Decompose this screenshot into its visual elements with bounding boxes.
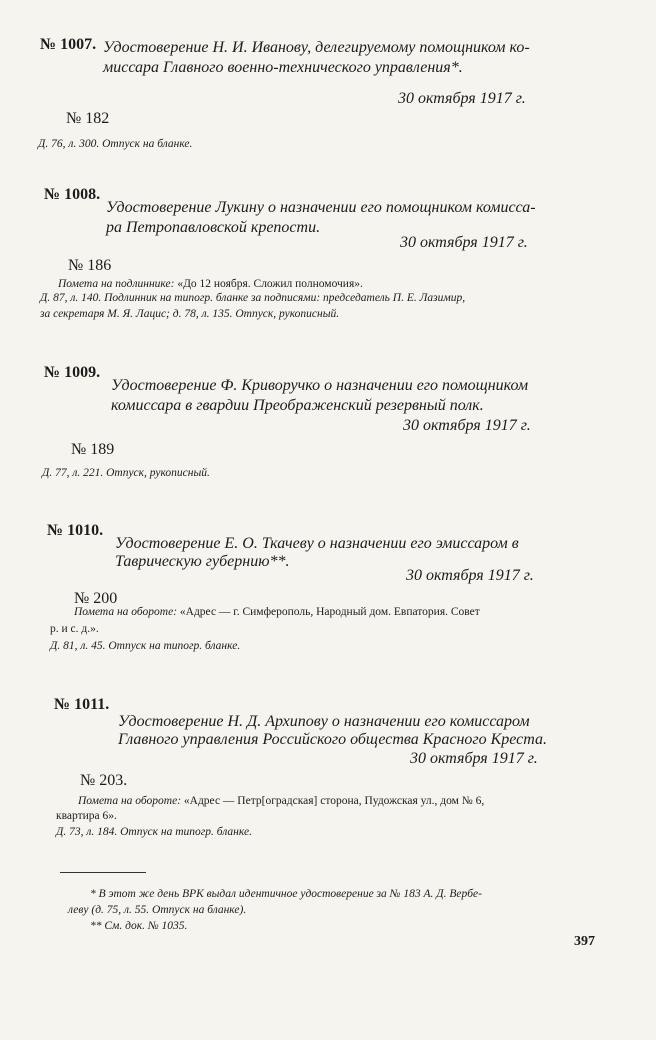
- annotation-text: «До 12 ноября. Сложил полномочия».: [177, 278, 363, 290]
- document-number: № 200: [74, 590, 118, 607]
- page-number: 397: [574, 934, 595, 949]
- footnote-separator: [60, 872, 146, 873]
- entry-title-line: Удостоверение Лукину о назначении его помощником комисса-: [106, 199, 536, 216]
- document-number: № 189: [71, 441, 115, 458]
- document-number: № 203.: [80, 772, 128, 789]
- entry-title-line: комиссара в гвардии Преображенский резервный полк.: [111, 397, 484, 414]
- document-number: № 182: [66, 110, 110, 127]
- archive-note: за секретаря М. Я. Лацис; д. 78, л. 135. Отпуск, рукописный.: [40, 308, 340, 320]
- annotation-prefix: Помета на подлиннике:: [58, 278, 175, 290]
- entry-title-line: Удостоверение Е. О. Ткачеву о назначении его эмиссаром в: [115, 535, 519, 552]
- footnote: леву (д. 75, л. 55. Отпуск на бланке).: [68, 904, 247, 916]
- archive-note: Д. 77, л. 221. Отпуск, рукописный.: [42, 467, 210, 479]
- entry-number: № 1009.: [44, 364, 101, 381]
- entry-date: 30 октября 1917 г.: [410, 750, 538, 767]
- annotation-prefix: Помета на обороте:: [74, 606, 178, 618]
- annotation-note-cont: р. и с. д.».: [50, 623, 99, 635]
- entry-title-line: миссара Главного военно-технического управления*.: [103, 59, 463, 76]
- entry-date: 30 октября 1917 г.: [400, 234, 528, 251]
- annotation-note: [78, 793, 484, 809]
- document-number: № 186: [68, 257, 112, 274]
- archive-note: Д. 73, л. 184. Отпуск на типогр. бланке.: [56, 826, 252, 838]
- entry-title-line: Удостоверение Ф. Криворучко о назначении его помощником: [111, 377, 529, 394]
- entry-title-line: Главного управления Российского общества Красного Креста.: [118, 731, 548, 748]
- entry-number: № 1010.: [47, 522, 104, 539]
- entry-date: 30 октября 1917 г.: [406, 567, 534, 584]
- entry-title-line: ра Петропавловской крепости.: [106, 219, 321, 236]
- archive-note: Д. 76, л. 300. Отпуск на бланке.: [38, 138, 193, 150]
- entry-number: № 1008.: [44, 186, 101, 203]
- entry-title-line: Удостоверение Н. Д. Архипову о назначении его комиссаром: [118, 713, 530, 730]
- entry-title-line: Удостоверение Н. И. Иванову, делегируемому помощником ко-: [103, 39, 530, 56]
- annotation-note-cont: квартира 6».: [56, 810, 117, 822]
- annotation-prefix: Помета на обороте:: [78, 795, 182, 807]
- footnote: * В этот же день ВРК выдал идентичное удостоверение за № 183 А. Д. Вербе-: [90, 888, 482, 900]
- entry-number: № 1011.: [54, 696, 110, 713]
- archive-note: Д. 81, л. 45. Отпуск на типогр. бланке.: [50, 640, 241, 652]
- annotation-text: «Адрес — г. Симферополь, Народный дом. Евпатория. Совет: [179, 606, 480, 618]
- archive-note: Д. 87, л. 140. Подлинник на типогр. бланке за подписями: председатель П. Е. Лазимир,: [40, 292, 466, 304]
- annotation-text: «Адрес — Петр[оградская] сторона, Пудожская ул., дом № 6,: [183, 795, 485, 807]
- annotation-note: [74, 604, 480, 620]
- entry-date: 30 октября 1917 г.: [398, 90, 526, 107]
- footnote: ** См. док. № 1035.: [90, 920, 188, 932]
- entry-number: № 1007.: [40, 36, 97, 53]
- entry-date: 30 октября 1917 г.: [403, 417, 531, 434]
- entry-title-line: Таврическую губернию**.: [115, 553, 290, 570]
